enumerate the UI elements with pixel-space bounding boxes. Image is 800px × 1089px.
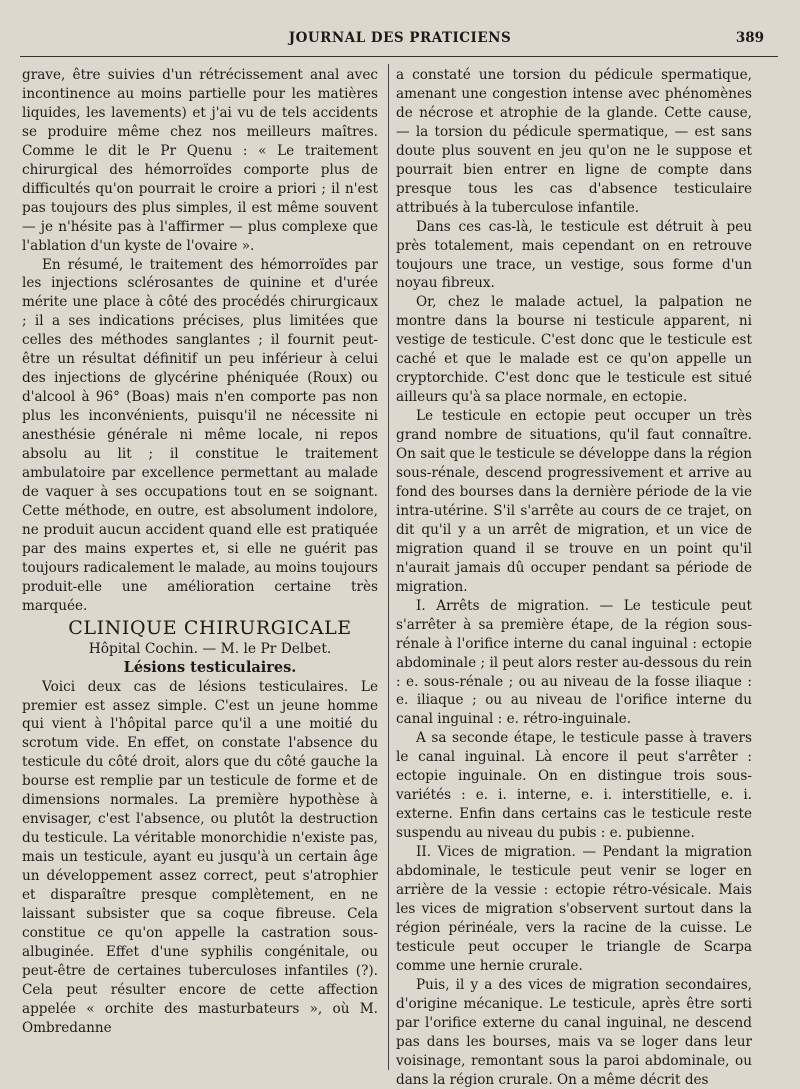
right-column bbox=[396, 66, 752, 1089]
paragraph-arrets-de-migration: I. Arrêts de migration. — Le testicule peut s'arrêter à sa première étape, de la région sous-rénale à l'orifice interne du canal inguinal : ectopie abdominale ; il peut alors rester au-dessous du rein : e. sous-rénale ; ou au niveau de la fosse iliaque : e. iliaque ; ou au niveau de l'orifice interne du canal inguinal : e. rétro-inguinale. bbox=[396, 597, 752, 728]
paragraph: Le testicule en ectopie peut occuper un très grand nombre de situations, qu'il faut connaître. On sait que le testicule se développe dans la région sous-rénale, descend progressivement et arrive au fond des bourses dans la dernière période de la vie intra-utérine. S'il s'arrête au cours de ce trajet, on dit qu'il y a un arrêt de migration, et un vice de migration quand il se trouve en un point qu'il n'aurait jamais dû occuper pendant sa période de migration. bbox=[396, 408, 752, 595]
article-title: Lésions testiculaires. bbox=[123, 658, 297, 676]
column-divider bbox=[388, 64, 389, 1070]
header-rule bbox=[20, 56, 778, 57]
running-head bbox=[0, 30, 800, 52]
paragraph: Dans ces cas-là, le testicule est détruit à peu près totalement, mais cependant on en retrouve toujours une trace, un vestige, sous forme d'un noyau fibreux. bbox=[396, 218, 752, 292]
paragraph: A sa seconde étape, le testicule passe à travers le canal inguinal. Là encore il peut s'arrêter : ectopie inguinale. On en distingue trois sous-variétés : e. i. interne, e. i. interstitielle, e. i. externe. Enfin dans certains cas le testicule reste suspendu au niveau du pubis : e. pubienne. bbox=[396, 730, 752, 842]
paragraph-vices-de-migration: II. Vices de migration. — Pendant la migration abdominale, le testicule peut venir se loger en arrière de la vessie : ectopie rétro-vésicale. Mais les vices de migration s'observent surtout dans la région périnéale, vers la racine de la cuisse. Le testicule peut occuper le triangle de Scarpa comme une hernie crurale. bbox=[396, 844, 752, 974]
left-column bbox=[22, 66, 378, 1038]
page-number: 389 bbox=[735, 30, 764, 46]
section-heading: CLINIQUE CHIRURGICALE bbox=[68, 616, 352, 639]
paragraph: a constaté une torsion du pédicule spermatique, amenant une congestion intense avec phénomènes de nécrose et atrophie de la glande. Cette cause, — la torsion du pédicule spermatique, — est sans doute plus souvent en jeu qu'on ne le suppose et pourrait bien entrer en ligne de compte dans presque tous les cas d'absence testiculaire attribués à la tuberculose infantile. bbox=[396, 67, 752, 216]
paragraph: Puis, il y a des vices de migration secondaires, d'origine mécanique. Le testicule, après être sorti par l'orifice externe du canal inguinal, ne descend pas dans les bourses, mais va se loger dans leur voisinage, remontant sous la paroi abdominale, ou dans la région crurale. On a même décrit des bbox=[396, 976, 752, 1088]
paragraph: Or, chez le malade actuel, la palpation ne montre dans la bourse ni testicule apparent, ni vestige de testicule. C'est donc que le testicule est caché et que le malade est ce qu'on appelle un cryptorchide. C'est donc que le testicule est situé ailleurs qu'à sa place normale, en ectopie. bbox=[396, 294, 752, 406]
hospital-line: Hôpital Cochin. — M. le Pr Delbet. bbox=[88, 640, 332, 657]
paragraph: grave, être suivies d'un rétrécissement anal avec incontinence au moins partielle pour les matières liquides, les lavements) et j'ai vu de tels accidents se produire même chez nos meilleurs maîtres. Comme le dit le Pr Quenu : « Le traitement chirurgical des hémorroïdes comporte plus de difficultés qu'on pourrait le croire a priori ; il n'est pas toujours des plus simples, il est même souvent — je n'hésite pas à l'affirmer — plus complexe que l'ablation d'un kyste de l'ovaire ». bbox=[22, 67, 378, 254]
paragraph: Voici deux cas de lésions testiculaires. Le premier est assez simple. C'est un jeune homme qui vient à l'hôpital parce qu'il a une moitié du scrotum vide. En effet, on constate l'absence du testicule du côté droit, alors que du côté gauche la bourse est remplie par un testicule de forme et de dimensions normales. La première hypothèse à envisager, c'est l'absence, ou plutôt la destruction du testicule. La véritable monorchidie n'existe pas, mais un testicule, ayant eu jusqu'à un certain âge un développement assez correct, peut s'atrophier et disparaître presque complètement, en ne laissant subsister que sa coque fibreuse. Cela constitue ce qu'on appelle la castration sous-albuginée. Effet d'une syphilis congénitale, ou peut-être de certaines tuberculoses infantiles (?). Cela peut résulter encore de cette affection appelée « orchite des masturbateurs », où M. Ombredanne bbox=[22, 678, 378, 1036]
paragraph: En résumé, le traitement des hémorroïdes par les injections sclérosantes de quinine et d'urée mérite une place à côté des procédés chirurgicaux ; il a ses indications précises, plus limitées que celles des méthodes sanglantes ; il fournit peut-être un résultat définitif un peu inférieur à celui des injections de glycérine phéniquée (Roux) ou d'alcool à 96° (Boas) mais n'en comporte pas non plus les inconvénients, puisqu'il ne nécessite ni anesthésie générale ni même locale, ni repos absolu au lit ; il constitue le traitement ambulatoire par excellence permettant au malade de vaquer à ses occupations tout en se soignant. Cette méthode, en outre, est absolument indolore, ne produit aucun accident quand elle est pratiquée par des mains expertes et, si elle ne guérit pas toujours radicalement le malade, au moins toujours produit-elle une amélioration certaine très marquée. bbox=[22, 256, 378, 614]
journal-title: JOURNAL DES PRATICIENS bbox=[288, 30, 512, 46]
